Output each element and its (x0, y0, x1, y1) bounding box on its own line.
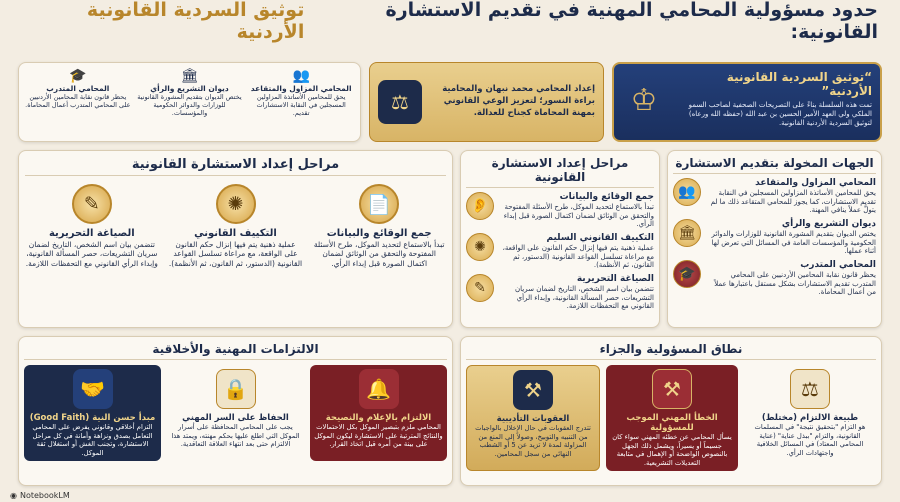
liability-item (606, 365, 738, 471)
entity-body: يحظر قانون نقابة المحامين الأردنيين على المحامي المتدرب تقديم الاستشارات بشكل مستقل باعتبارها عملاً من أعمال المحاماة. (714, 270, 876, 297)
ethics-panel (18, 336, 453, 486)
stage-title: الصياغة التحريرية (48, 228, 135, 239)
ethics-item (167, 365, 304, 461)
hero-card (612, 62, 882, 142)
pen-document-icon: ✎ (466, 274, 494, 302)
crown-emblem-icon: ♔ (630, 82, 658, 118)
lawyers-icon: ⚖ (378, 80, 422, 124)
entity-title: المحامي المتدرب (800, 260, 876, 271)
entities-panel (667, 150, 882, 328)
liability-item-title: طبيعة الالتزام (مختلط) (761, 413, 859, 423)
liability-item (466, 365, 600, 471)
people-icon: 👥 (292, 68, 310, 84)
ethics-title: الالتزامات المهنية والأخلاقية (24, 342, 447, 360)
gavel-icon: ⚒ (513, 370, 553, 410)
entities-title: الجهات المخولة بتقديم الاستشارة (673, 156, 876, 174)
entity-item (673, 219, 876, 256)
entity-body: يحق للمحامين الأساتذة المزاولين المسجلين في النقابة تقديم الاستشارات، كما يجوز للمحامي المتقاعد ذلك ما لم يتولَّ عملاً ينافي المهنة. (710, 188, 876, 215)
ethics-item (310, 365, 447, 461)
stage-title: جمع الوقائع والبيانات (326, 228, 432, 239)
title-accent: توثيق السردية القانونية الأردنية (86, 0, 305, 43)
entity-title: المحامي المزاول والمتقاعد (755, 178, 876, 188)
ethics-item-title: الالتزام بالإعلام والنصيحة (325, 413, 432, 423)
stage-body: تبدأ بالاستماع لتحديد الموكل، طرح الأسئلة المفتوحة والتحقق من الوثائق لضمان اكتمال الصورة قبل إبداء الرأي. (313, 240, 445, 268)
entity-body: يختص الديوان بتقديم المشورة القانونية للوزارات والدوائر الحكومية والمؤسسات العامة في المسائل التي تعرض لها أثناء عملها. (711, 229, 876, 256)
graduate-icon: 🎓 (673, 260, 701, 288)
stage-column (169, 184, 303, 268)
stages-mid-panel (460, 150, 660, 328)
brain-icon: ✺ (466, 233, 494, 261)
brand-label: NotebookLM (19, 491, 70, 500)
stages-mid-title: مراحل إعداد الاستشارة القانونية (466, 156, 654, 188)
notebooklm-icon: ◉ (10, 491, 17, 500)
alarm-siren-icon: 🔔 (359, 369, 399, 409)
entity-title: ديوان التشريع والرأي (781, 219, 876, 230)
hero-title: “توثيق السردية القانونية الأردنية” (726, 70, 872, 98)
ethics-item-title: مبدأ حسن النية (Good Faith) (29, 413, 156, 423)
liability-title: نطاق المسؤولية والجزاء (466, 342, 876, 360)
liability-item-body: يسأل المحامي عن خطئه المهني سواء كان جسيماً أو يسيراً، ويشمل ذلك الجهل بالنصوص الواضحة أو الإهمال في متابعة التعديلات التشريعية. (612, 433, 732, 467)
stage-title: جمع الوقائع والبيانات (559, 192, 654, 202)
liability-item-body: هو التزام "بتحقيق نتيجة" في المسلمات القانونية، والتزام "ببذل عناية" (عناية المحامي المعتاد) في المسائل الخلافية واجتهادات الرأي. (754, 423, 866, 457)
entity-item (673, 178, 876, 215)
gavel-icon: ⚒ (652, 369, 692, 409)
top-entity-trainee (24, 68, 132, 136)
scales-icon: ⚖ (790, 369, 830, 409)
hero-body: تمت هذه السلسلة بناءً على التصريحات الصحفية لصاحب السمو الملكي ولي العهد الأمير الحسين بن عبد الله (حفظه الله ورعاه) لتوثيق السردية الأردنية القانونية. (688, 101, 872, 127)
lock-icon: 🔒 (216, 369, 256, 409)
stage-body: عملية ذهنية يتم فيها إنزال حكم القانون على الواقعة، مع مراعاة تسلسل القواعد القانونية (الدستور، ثم القانون، ثم الأنظمة). (502, 243, 654, 270)
building-icon: 🏛 (180, 68, 199, 84)
author-body: إعداد المحامي محمد نبهان والمحامية براءة النسور؛ لتعزيز الوعي القانوني بمهنة المحاماة كجناح للعدالة. (442, 84, 595, 118)
stage-title: التكييف القانوني السليم (546, 233, 654, 244)
top-entity-legislation-bureau (136, 68, 244, 136)
stages-big-title: مراحل إعداد الاستشارة القانونية (25, 157, 446, 176)
top-entity-body: يحظر قانون نقابة المحامين الأردنيين على المحامي المتدرب أعمال المحاماة. (25, 93, 131, 110)
liability-item-body: تتدرج العقوبات في حال الإخلال بالواجبات من التنبيه والتوبيخ، وصولاً إلى المنع من المزاولة لمدة لا تزيد عن 5 أو الشطب النهائي من سجل المحامين. (475, 424, 591, 458)
stage-item (466, 192, 654, 229)
author-card (369, 62, 604, 142)
ethics-item-body: يجب على المحامي المحافظة على أسرار الموكل التي اطلع عليها بحكم مهنته، ويمتد هذا الالتزام حتى بعد انتهاء العلاقة التعاقدية. (171, 423, 300, 449)
ethics-item-title: الحفاظ على السر المهني (182, 413, 289, 423)
stage-column (25, 184, 159, 268)
stage-title: الصياغة التحريرية (576, 274, 654, 285)
page-title (22, 0, 878, 43)
title-main: حدود مسؤولية المحامي المهنية في تقديم الاستشارة القانونية: (385, 0, 878, 43)
graduate-icon: 🎓 (69, 68, 87, 84)
liability-item-title: الخطأ المهني الموجب للمسؤولية (626, 413, 718, 434)
liability-panel (460, 336, 882, 486)
top-entity-title: المحامي المزاول والمتقاعد (250, 84, 352, 93)
ethics-item-body: التزام أخلاقي وقانوني يفرض على المحامي التعامل بصدق ونزاهة وأمانة في كل مراحل الاستشارة، وتجنب الغش أو استغلال ثقة الموكل. (32, 423, 153, 457)
building-icon: 🏛 (673, 219, 701, 247)
top-entity-body: يختص الديوان بتقديم المشورة القانونية للوزارات والدوائر الحكومية والمؤسسات. (137, 93, 242, 118)
people-icon: 👥 (673, 178, 701, 206)
stage-item (466, 233, 654, 270)
top-entities-card (18, 62, 361, 142)
footer-brand (10, 491, 70, 500)
ethics-item (24, 365, 161, 461)
stage-column (312, 184, 446, 268)
entity-item (673, 260, 876, 297)
ear-icon: 👂 (466, 192, 494, 220)
top-entity-title: المحامي المتدرب (46, 84, 110, 93)
handshake-icon: 🤝 (73, 369, 113, 409)
liability-item (744, 365, 876, 471)
top-entity-title: ديوان التشريع والرأي (150, 84, 229, 93)
brain-icon: ✺ (216, 184, 256, 224)
stage-title: التكييف القانوني (194, 228, 277, 239)
stage-body: تبدأ بالاستماع لتحديد الموكل، طرح الأسئلة المفتوحة والتحقق من الوثائق لضمان اكتمال الصورة قبل إبداء الرأي. (503, 202, 654, 229)
document-icon: 📄 (359, 184, 399, 224)
stage-body: تتضمن بيان اسم الشخص، التاريخ لضمان سريان التشريعات، حصر المسألة القانونية، وإبداء الرأي القانوني مع التحفظات اللازمة. (25, 240, 158, 268)
ethics-item-body: المحامي ملزم بتبصير الموكل بكل الاحتمالات والنتائج المترتبة على الاستشارة ليكون الموكل على بينة من أمره قبل اتخاذ القرار. (314, 423, 443, 449)
stage-item (466, 274, 654, 311)
liability-item-title: العقوبات التأديبية (496, 414, 570, 424)
stage-body: عملية ذهنية يتم فيها إنزال حكم القانون على الواقعة، مع مراعاة تسلسل القواعد القانونية (الدستور، ثم القانون، ثم الأنظمة). (168, 240, 303, 268)
top-entity-body: يحق للمحامين الأساتذة المزاولين المسجلين في النقابة الاستشارات تقديم. (256, 93, 346, 118)
stage-body: تتضمن بيان اسم الشخص، التاريخ لضمان سريان التشريعات، حصر المسألة القانونية، وإبداء الرأي القانوني مع التحفظات اللازمة. (515, 284, 654, 311)
top-entity-practicing (247, 68, 355, 136)
pen-document-icon: ✎ (72, 184, 112, 224)
stages-big-panel (18, 150, 453, 328)
